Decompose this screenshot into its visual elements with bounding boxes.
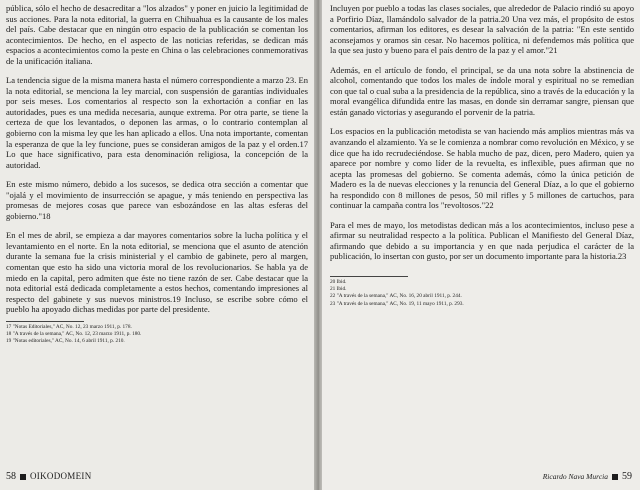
right-footer [543, 471, 632, 482]
page-number-left: 58 [6, 471, 16, 482]
footnote-rule [6, 321, 84, 322]
right-paragraph-4: Para el mes de mayo, los metodistas dedican más a los acontecimientos, incluso pese a afirmar su neutralidad respecto a la política. Publican el Manifiesto del General Díaz, afirmando que debido a su importancia y en que nada perjudica el carácter de la publicación, lo insertan con gusto, por ser un documento importante para la historia.23 [330, 219, 634, 262]
right-paragraph-1: Incluyen por pueblo a todas las clases sociales, que alrededor de Palacio rindió su apoyo a Porfirio Díaz, llamándolo salvador de la patria.20 Una vez más, el propósito de estos comentarios, afirman los editores, es desear la salvación de la patria: "En este sentido aconsejamos y oramos sin cesar. No hacemos política, ni defendemos más política que la que sea justo y bueno para el país dentro de la paz y el amor."21 [330, 3, 634, 56]
left-paragraph-4: En el mes de abril, se empieza a dar mayores comentarios sobre la lucha política y el levantamiento en el norte. En la nota editorial, se menciona que el asunto de atención durante la semana fue la crisis ministerial y el cambio de gabinete, pero al margen, comentan que esto ha sido una victoria moral de los revolucionarios. Se habla ya de miedo en la capital, pero admiten que éste no tiene razón de ser. Cabe destacar que la nota editorial está dedicada completamente a estos hechos, comentando impresiones al respecto del gabinete y sus nuevos ministros.19 Incluso, se escribe sobre cómo el pueblo ha apoyado dichas medidas por parte del presidente. [6, 230, 308, 315]
footnote-19: 19 "Notas editoriales," AC, No. 14, 6 abril 1911, p. 210. [6, 338, 125, 345]
footnote-20: 20 Ibid. [330, 279, 347, 286]
footnote-18: 18 "A través de la semana," AC, No. 12, 23 marzo 1911, p. 180. [6, 330, 142, 337]
footnote-23: 23 "A través de la semana," AC, No. 19, 11 mayo 1911, p. 293. [330, 300, 464, 307]
left-paragraph-1: pública, sólo el hecho de desacreditar a "los alzados" y poner en juicio la legitimidad de sus acciones. Para la nota editorial, la guerra en Chihuahua es la causante de los males del país. Cabe destacar que en ningún otro espacio de la publicación se comentan los acontecimientos. De hecho, en el aspecto de las noticias referidas, se dedican más espacios a acontecimientos como la peste en China o las celebraciones conmemorativas de la unificación italiana. [6, 3, 308, 66]
running-head-left: OIKODOMEIN [30, 471, 92, 481]
footnote-17: 17 "Notas Editoriales," AC, No. 12, 23 marzo 1911, p. 178. [6, 323, 132, 330]
right-page [322, 0, 640, 490]
square-bullet-icon [20, 474, 26, 480]
left-paragraph-2: La tendencia sigue de la misma manera hasta el número correspondiente a marzo 23. En la nota editorial, se menciona la ley marcial, con suspensión de garantías individuales por seis meses. Los comentarios al respecto son la exhortación a confiar en las autoridades, pues es una medida necesaria, aunque extrema. Por otra parte, se tiene la certeza de que los levantados, o deponen las armas, o lo contrario contemplan al gobierno con la misma ley que les han aplicado a ellos. Una nota importante, comentan la esperanza de que la ley funcione, pues se consideran amigos de la paz y el orden.17 Lo que hace significativo, para esta denominación religiosa, la concepción de la autoridad. [6, 75, 308, 170]
footnote-21: 21 Ibid. [330, 286, 347, 293]
right-paragraph-2: Además, en el artículo de fondo, el principal, se da una nota sobre la abstinencia de alcohol, comentando que todos los males de índole moral y espiritual no se remedian con que tal o cual suba a la presidencia de la república, sino a través de la educación y la moral evangélica difundida entre las masas, en donde sin derramar sangre, piensan que están ganado victorias y asegurando el porvenir de la patria. [330, 64, 634, 117]
left-page [0, 0, 316, 490]
square-bullet-icon [612, 474, 618, 480]
right-paragraph-3: Los espacios en la publicación metodista se van haciendo más amplios mientras más va avanzando el alzamiento. Ya se le comienza a nombrar como revolución en México, y se dice que ha ido recrudeciéndose. Se habla mucho de paz, dicen, pero Madero, quien ya aparece por nombre y como líder de la revuelta, es inflexible, pues afirman que no acepta las promesas del gobierno. Se comenta además, cómo la única petición de Madero es la de nuevas elecciones y la renuncia del General Díaz, a lo que el gobierno ha respondido con 8 millones de pesos, 50 mil rifles y 5 millones de cartuchos, para continuar la campaña contra los "revoltosos."22 [330, 126, 634, 211]
left-footer [6, 471, 92, 482]
running-head-right: Ricardo Nava Murcia [542, 472, 608, 481]
footnote-rule [330, 276, 408, 277]
left-paragraph-3: En este mismo número, debido a los sucesos, se dedica otra sección a comentar que "ojalá y el movimiento de insurrección se apague, y más teniendo en perspectiva las promesas de mejores cosas que parece van esbozándose en las altas esferas del gobierno."18 [6, 179, 308, 221]
page-number-right: 59 [622, 471, 632, 482]
footnote-22: 22 "A través de la semana," AC, No. 16, 20 abril 1911, p. 244. [330, 293, 462, 300]
